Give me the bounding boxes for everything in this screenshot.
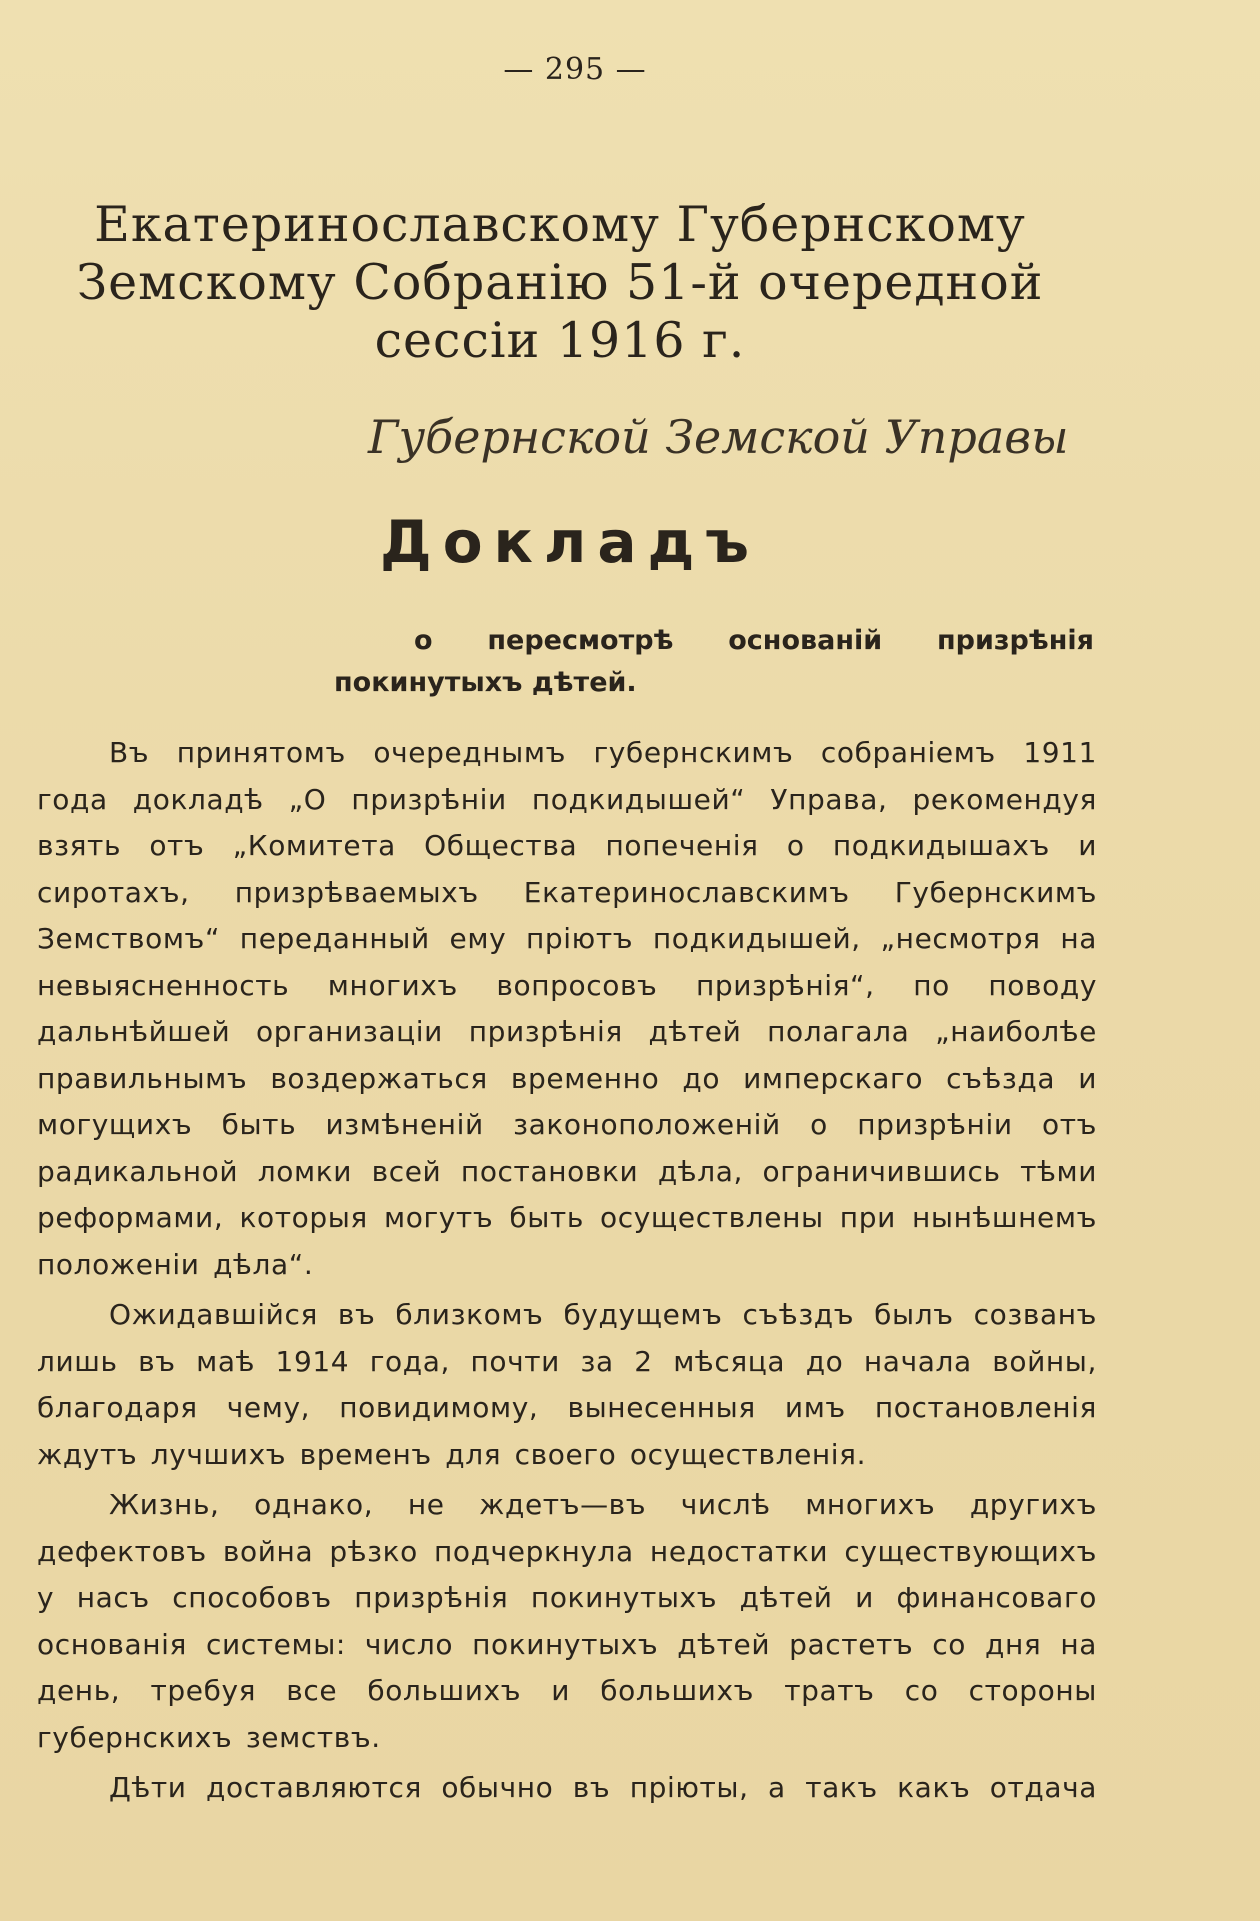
issuer-line: Губернской Земской Управы xyxy=(368,410,1069,464)
paragraph: Ожидавшійся въ близкомъ будущемъ съѣздъ былъ созванъ лишь въ маѣ 1914 года, почти за 2 мѣсяца до начала войны, благодаря чему, повидимому, вынесенныя имъ постановленія ждутъ лучшихъ временъ для своего осуществленія. xyxy=(37,1298,1097,1471)
document-title: Докладъ xyxy=(380,508,760,576)
page-number: — 295 — xyxy=(503,52,647,87)
addressee-heading: Екатеринославскому Губернскому Земскому Собранію 51-й очередной сессіи 1916 г. xyxy=(76,196,1044,369)
document-subject: о пересмотрѣ основаній призрѣнія покинутыхъ дѣтей. xyxy=(334,625,1094,698)
paragraph: Въ принятомъ очереднымъ губернскимъ собраніемъ 1911 года докладѣ „О призрѣніи подкидышей“ Управа, рекомендуя взять отъ „Комитета Общества попеченія о подкидышахъ и сиротахъ, призрѣваемыхъ Екатеринославскимъ Губернскимъ Земствомъ“ переданный ему пріютъ подкидышей, „несмотря на невыясненность многихъ вопросовъ призрѣнія“, по поводу дальнѣйшей организаціи призрѣнія дѣтей полагала „наиболѣе правильнымъ воздержаться временно до имперскаго съѣзда и могущихъ быть измѣненій законоположеній о призрѣніи отъ радикальной ломки всей постановки дѣла, ограничившись тѣми реформами, которыя могутъ быть осуществлены при нынѣшнемъ положеніи дѣла“. xyxy=(37,736,1097,1281)
body-text xyxy=(37,730,1097,1816)
paragraph: Дѣти доставляются обычно въ пріюты, а такъ какъ отдача xyxy=(109,1771,1097,1804)
paragraph: Жизнь, однако, не ждетъ—въ числѣ многихъ другихъ дефектовъ война рѣзко подчеркнула недостатки существующихъ у насъ способовъ призрѣнія покинутыхъ дѣтей и финансоваго основанія системы: число покинутыхъ дѣтей растетъ со дня на день, требуя все большихъ и большихъ тратъ со стороны губернскихъ земствъ. xyxy=(37,1488,1097,1754)
